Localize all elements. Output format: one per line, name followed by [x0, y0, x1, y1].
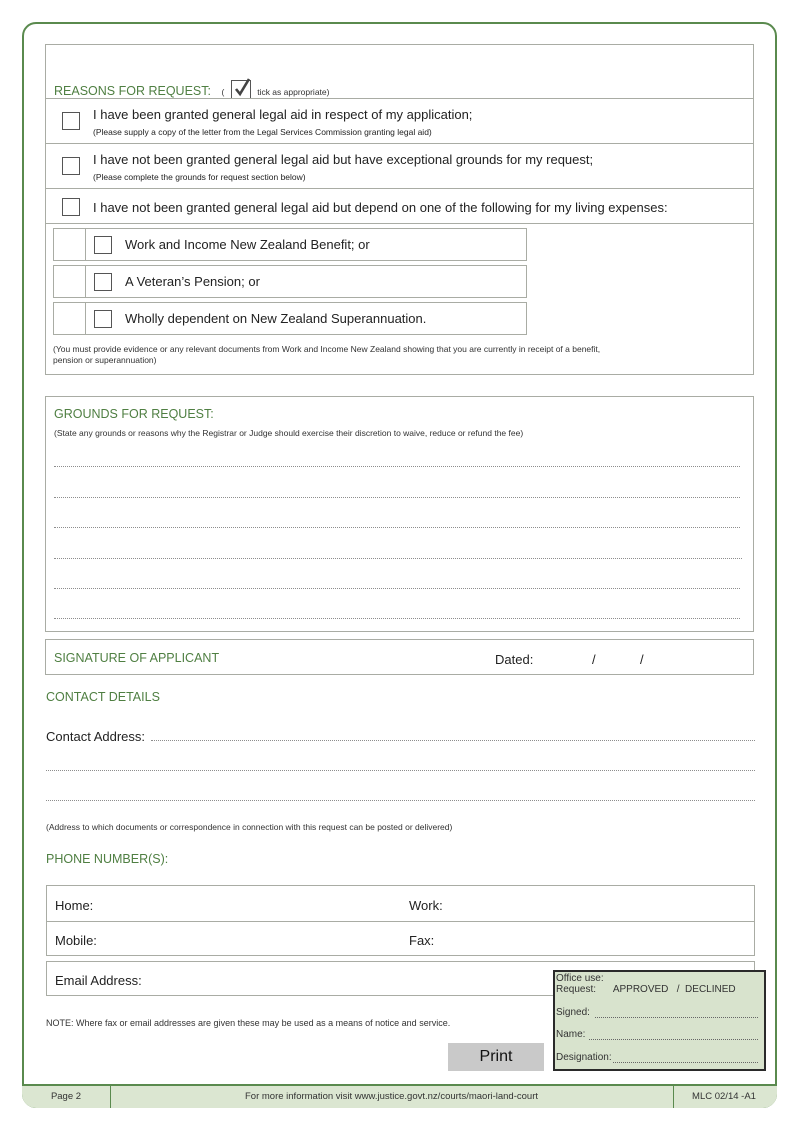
designation-line — [613, 1062, 758, 1063]
request-label: Request: — [556, 984, 597, 995]
sub-option-superannuation — [53, 302, 527, 335]
phones-table — [46, 885, 755, 956]
office-use-box — [553, 970, 766, 1071]
address-line — [46, 800, 755, 801]
phones-heading: PHONE NUMBER(S): — [46, 852, 169, 866]
sub-option-veteran — [53, 265, 527, 298]
fax-field[interactable] — [401, 921, 755, 956]
email-label: Email Address: — [55, 973, 142, 988]
reason-option-3 — [46, 188, 753, 224]
sub-option-winz-checkbox[interactable] — [94, 236, 112, 254]
signature-heading: SIGNATURE OF APPLICANT — [54, 651, 220, 665]
reason-option-1 — [46, 98, 753, 143]
grounds-line — [54, 527, 740, 528]
reason-option-2 — [46, 143, 753, 188]
reason-3-label: I have not been granted general legal aid but depend on one of the following for my living expenses: — [93, 200, 668, 215]
grounds-line — [54, 497, 740, 498]
address-line — [46, 770, 755, 771]
reason-2-note: (Please complete the grounds for request section below) — [93, 172, 306, 182]
grounds-line — [54, 466, 740, 467]
name-line — [589, 1039, 758, 1040]
contact-address-label: Contact Address: — [46, 729, 145, 744]
fax-label: Fax: — [409, 933, 435, 948]
home-label: Home: — [55, 898, 94, 913]
grounds-heading: GROUNDS FOR REQUEST: — [54, 407, 214, 421]
tick-icon — [231, 80, 251, 99]
work-phone-field[interactable] — [401, 886, 755, 921]
office-use-title: Office use: — [556, 973, 604, 984]
home-phone-field[interactable] — [47, 886, 401, 921]
tick-hint: tick as appropriate) — [257, 87, 330, 97]
grounds-line — [54, 558, 742, 559]
sub-option-superannuation-label: Wholly dependent on New Zealand Superannuation. — [125, 311, 427, 326]
evidence-note: (You must provide evidence or any relevant documents from Work and Income New Zealand showing that you are currently in receipt of a benefit, pension or superannuation) — [53, 344, 601, 365]
reason-2-label: I have not been granted general legal aid but have exceptional grounds for my request; — [93, 152, 594, 167]
dated-label: Dated: — [495, 652, 534, 667]
sub-option-veteran-checkbox[interactable] — [94, 273, 112, 291]
signature-section[interactable] — [45, 639, 754, 675]
signed-line — [595, 1017, 758, 1018]
sub-option-winz-label: Work and Income New Zealand Benefit; or — [125, 237, 370, 252]
address-note: (Address to which documents or correspondence in connection with this request can be posted or delivered) — [46, 822, 453, 832]
reason-2-checkbox[interactable] — [62, 157, 80, 175]
signed-label: Signed: — [556, 1007, 590, 1018]
sub-option-superannuation-checkbox[interactable] — [94, 310, 112, 328]
grounds-line — [54, 588, 740, 589]
reasons-section — [45, 44, 754, 375]
reason-1-note: (Please supply a copy of the letter from the Legal Services Commission granting legal aid) — [93, 127, 432, 137]
contact-heading: CONTACT DETAILS — [46, 690, 160, 704]
date-separator: / — [640, 652, 644, 667]
reason-1-label: I have been granted general legal aid in respect of my application; — [93, 107, 473, 122]
form-code: MLC 02/14 -A1 — [692, 1091, 756, 1102]
reason-1-checkbox[interactable] — [62, 112, 80, 130]
sub-option-veteran-label: A Veteran’s Pension; or — [125, 274, 260, 289]
date-separator: / — [592, 652, 596, 667]
grounds-instruction: (State any grounds or reasons why the Registrar or Judge should exercise their discretion to waive, reduce or refund the fee) — [54, 428, 524, 438]
service-note: NOTE: Where fax or email addresses are given these may be used as a means of notice and service. — [46, 1018, 451, 1028]
mobile-label: Mobile: — [55, 933, 97, 948]
reason-3-checkbox[interactable] — [62, 198, 80, 216]
work-label: Work: — [409, 898, 443, 913]
grounds-line — [54, 618, 740, 619]
page-number: Page 2 — [50, 1091, 82, 1102]
tick-open-paren: ( — [221, 87, 225, 97]
designation-label: Designation: — [556, 1052, 612, 1063]
sub-option-winz — [53, 228, 527, 261]
mobile-phone-field[interactable] — [47, 921, 401, 956]
page-footer — [22, 1084, 777, 1108]
grounds-input[interactable] — [54, 447, 740, 625]
contact-address-input[interactable] — [46, 725, 755, 803]
request-options: APPROVED / DECLINED — [612, 984, 736, 995]
grounds-section — [45, 396, 754, 632]
reasons-heading: REASONS FOR REQUEST: — [54, 84, 211, 98]
name-label: Name: — [556, 1029, 586, 1040]
footer-info: For more information visit www.justice.govt.nz/courts/maori-land-court — [244, 1091, 538, 1102]
print-button[interactable]: Print — [448, 1043, 544, 1071]
address-line — [151, 740, 755, 741]
